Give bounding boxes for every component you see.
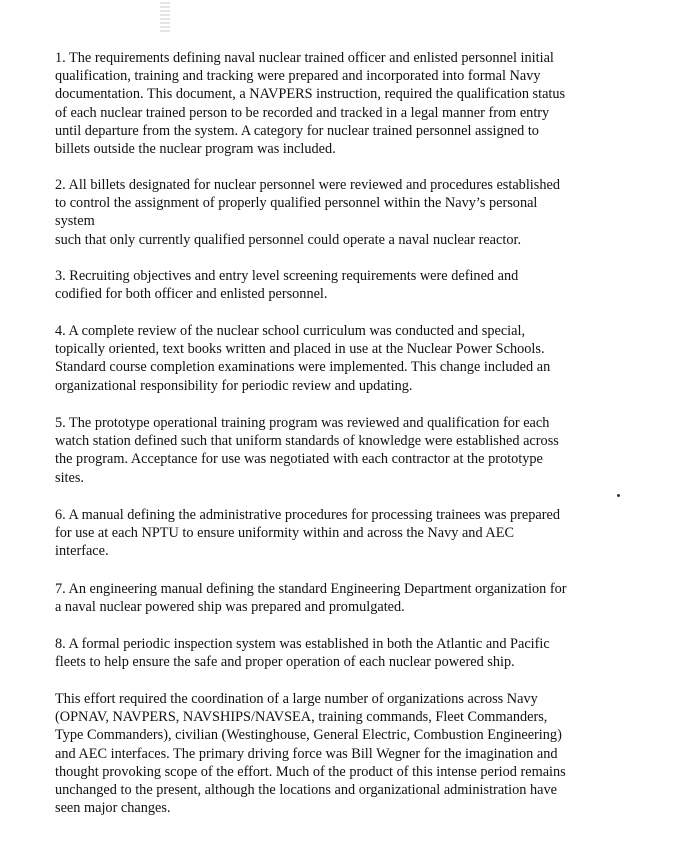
paragraph-item-5: 5. The prototype operational training program was reviewed and qualification for each watch station defined such that uniform standards of knowledge were established across the program. Acceptance for use was negotiated with each contractor at the prototype sites. — [55, 415, 559, 486]
paragraph-item-7: 7. An engineering manual defining the standard Engineering Department organization for a naval nuclear powered ship was prepared and promulgated. — [55, 581, 567, 616]
scan-artifact — [160, 2, 170, 34]
paragraph-item-8: 8. A formal periodic inspection system was established in both the Atlantic and Pacific fleets to help ensure the safe and proper operation of each nuclear powered ship. — [55, 636, 550, 671]
paragraph-item-4: 4. A complete review of the nuclear school curriculum was conducted and special, topically oriented, text books written and placed in use at the Nuclear Power Schools. Standard course completion examinations were implemented. This change included an organizational responsibility for periodic review and updating. — [55, 323, 551, 394]
closing-paragraph: This effort required the coordination of a large number of organizations across Navy (OPNAV, NAVPERS, NAVSHIPS/NAVSEA, training commands, Fleet Commanders, Type Commanders), civilian (Westinghouse, General Electric, Combustion Engineering) and AEC interfaces. The primary driving force was Bill Wegner for the imagination and thought provoking scope of the effort. Much of the product of this intense period remains unchanged to the present, although the locations and organizational administration have seen major changes. — [55, 691, 566, 817]
paragraph-item-6: 6. A manual defining the administrative procedures for processing trainees was prepared for use at each NPTU to ensure uniformity within and across the Navy and AEC interface. — [55, 507, 560, 560]
scan-speck — [617, 494, 620, 497]
paragraph-item-3: 3. Recruiting objectives and entry level screening requirements were defined and codified for both officer and enlisted personnel. — [55, 268, 519, 303]
paragraph-item-1: 1. The requirements defining naval nuclear trained officer and enlisted personnel initial qualification, training and tracking were prepared and incorporated into formal Navy documentation. This document, a NAVPERS instruction, required the qualification status of each nuclear trained person to be recorded and tracked in a legal manner from entry until departure from the system. A category for nuclear trained personnel assigned to billets outside the nuclear program was included. — [55, 50, 566, 158]
paragraph-item-2: 2. All billets designated for nuclear personnel were reviewed and procedures established to control the assignment of properly qualified personnel within the Navy’s personal system such that only currently qualified personnel could operate a naval nuclear reactor. — [55, 177, 560, 248]
